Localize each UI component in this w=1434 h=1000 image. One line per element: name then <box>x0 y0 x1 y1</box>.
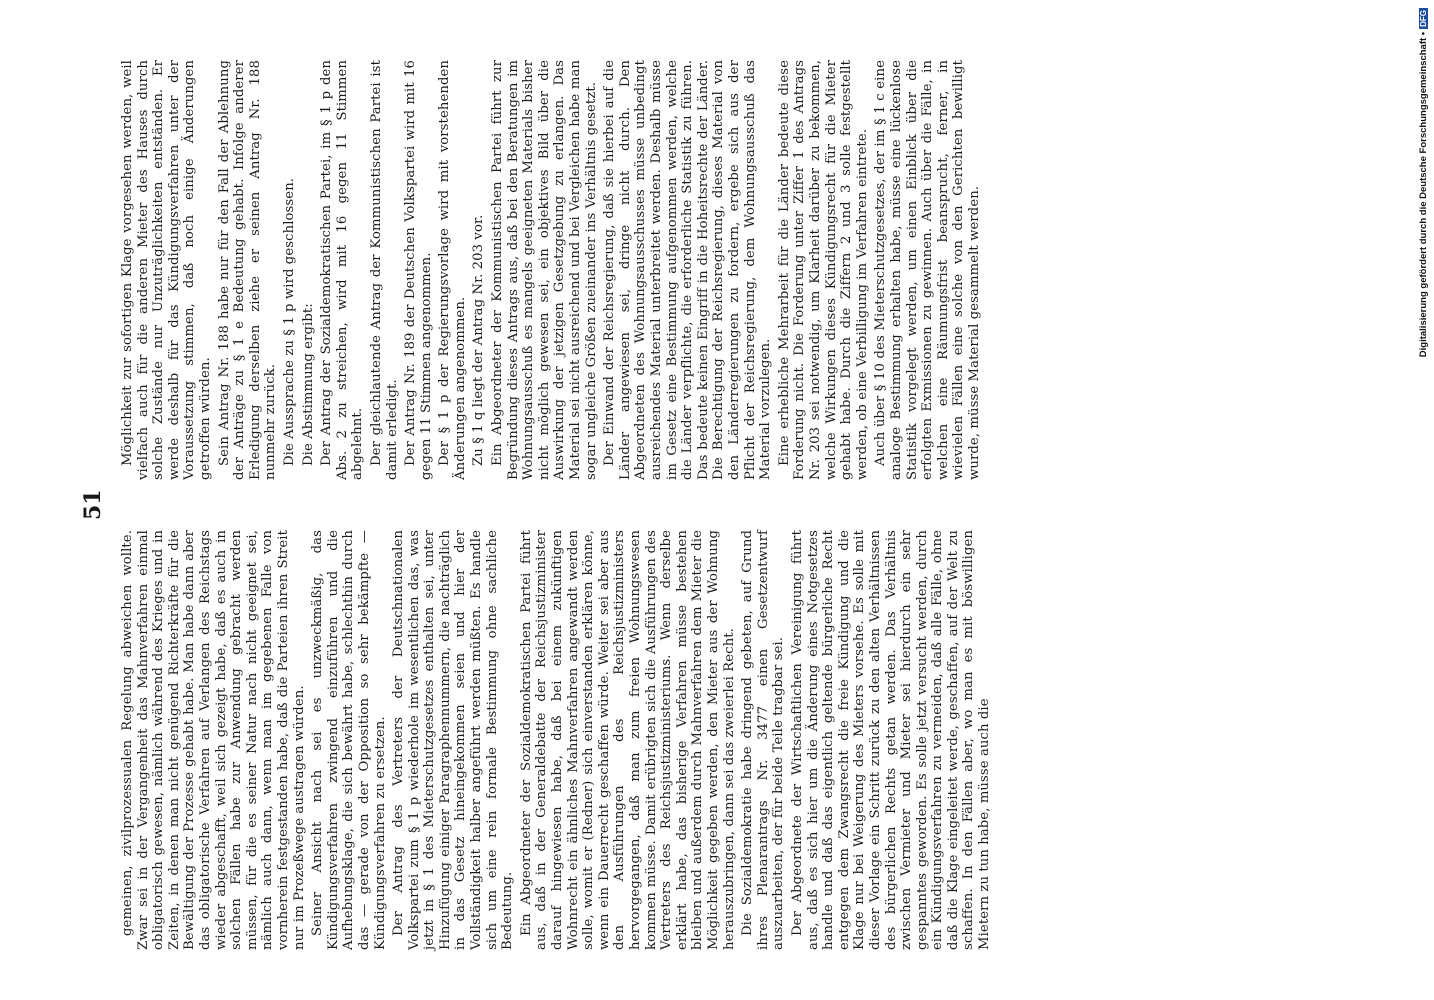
paragraph: Möglichkeit zur sofortigen Klage vorgesehen werden, weil vielfach auch für die anderen Mieter des Hauses durch solche Zustände nur Unzuträglichkeiten entständen. Er werde deshalb für das Kündigungsverfahren unter der Voraussetzung stimmen, daß noch einige Änderungen getroffen würden. <box>120 60 213 480</box>
right-column <box>120 60 985 480</box>
paragraph: Die Sozialdemokratie habe dringend gebeten, auf Grund ihres Plenarantrags Nr. 3477 einen Gesetzentwurf auszuarbeiten, der für beide Teile tragbar sei. <box>740 530 787 950</box>
paragraph: Der § 1 p der Regierungsvorlage wird mit vorstehenden Änderungen angenommen. <box>437 60 468 480</box>
paragraph: Der Antrag der Sozialdemokratischen Partei, im § 1 p den Abs. 2 zu streichen, wird mit 16 gegen 11 Stimmen abgelehnt. <box>319 60 366 480</box>
paragraph: Der Antrag des Vertreters der Deutschnationalen Volkspartei zum § 1 p wiederhole im wesentlichen das, was jetzt in § 1 des Mieterschutzgesetzes enthalten sei, unter Hinzufügung einiger Paragraphennummern, die nachträglich in das Gesetz hineingekommen seien und hier der Vollständigkeit halber angeführt werden müßten. Es handle sich um eine rein formale Bestimmung ohne sachliche Bedeutung. <box>391 530 516 950</box>
paragraph: Seiner Ansicht nach sei es unzweckmäßig, das Kündigungsverfahren zwingend einzuführen und die Aufhebungsklage, die sich bewährt habe, schlechthin durch das — gerade von der Opposition so sehr bekämpfte — Kündigungsverfahren zu ersetzen. <box>310 530 388 950</box>
paragraph: Der Einwand der Reichsregierung, daß sie hierbei auf die Länder angewiesen sei, dringe nicht durch. Den Abgeordneten des Wohnungsausschusses müsse unbedingt ausreichendes Material unterbreitet werden. Deshalb müsse im Gesetz eine Bestimmung aufgenommen werden, welche die Länder verpflichte, die erforderliche Statistik zu führen. Das bedeute keinen Eingriff in die Hoheitsrechte der Länder. Die Berechtigung der Reichsregierung, dieses Material von den Länderregierungen zu fordern, ergebe sich aus der Pflicht der Reichsregierung, dem Wohnungsausschuß das Material vorzulegen. <box>602 60 774 480</box>
dfg-attribution-text <box>1418 8 1432 428</box>
page-number: 51 <box>80 489 106 520</box>
paragraph: Der Abgeordnete der Wirtschaftlichen Vereinigung führt aus, daß es sich hier um die Änderung eines Notgesetzes handle und daß das eigentlich geltende bürgerliche Recht entgegen dem Zwangsrecht die freie Kündigung und die Klage nur bei Weigerung des Mieters vorsehe. Es solle mit dieser Vorlage ein Schritt zurück zu den alten Verhältnissen des bürgerlichen Rechts getan werden. Das Verhältnis zwischen Vermieter und Mieter sei hierdurch ein sehr gespanntes geworden. Es solle jetzt versucht werden, durch ein Kündigungsverfahren zu vermeiden, daß alle Fälle, ohne daß die Klage eingeleitet werde, geschaffen, auf der Welt zu schaffen. In den Fällen aber, wo man es mit böswilligen Mietern zu tun habe, müsse auch die <box>789 530 993 950</box>
paragraph: Ein Abgeordneter der Sozialdemokratischen Partei führt aus, daß in der Generaldebatte der Reichsjustizminister darauf hingewiesen habe, daß bei einem zukünftigen Wohnrecht ein ähnliches Mahnverfahren angewandt werden solle, womit er (Redner) sich einverstanden erklären könne, wenn ein Dauerrecht geschaffen würde. Weiter sei aber aus den Ausführungen des Reichsjustizministers hervorgegangen, daß man zum freien Wohnungswesen kommen müsse. Damit erübrigten sich die Ausführungen des Vertreters des Reichsjustizministeriums. Wenn derselbe erklärt habe, das bisherige Verfahren müsse bestehen bleiben und außerdem durch Mahnverfahren dem Mieter die Möglichkeit gegeben werden, den Mieter aus der Wohnung herauszubringen, dann sei das zweierlei Recht. <box>518 530 737 950</box>
paragraph: Der gleichlautende Antrag der Kommunistischen Partei ist damit erledigt. <box>368 60 400 480</box>
paragraph: Die Aussprache zu § 1 p wird geschlossen. <box>281 177 297 466</box>
paragraph: Zu § 1 q liegt der Antrag Nr. 203 vor. <box>471 214 487 466</box>
paragraph: Sein Antrag Nr. 188 habe nur für den Fall der Ablehnung der Anträge zu § 1 e Bedeutung gehabt. Infolge anderer Erledigung derselben ziehe er seinen Antrag Nr. 188 nunmehr zurück. <box>216 60 279 480</box>
paragraph: Die Abstimmung ergibt: <box>300 303 316 466</box>
paragraph: Ein Abgeordneter der Kommunistischen Partei führt zur Begründung dieses Antrags aus, daß bei den Beratungen im Wohnungsausschuß es mangels geeigneten Materials bisher nicht möglich gewesen sei, ein objektives Bild über die Auswirkung der jetzigen Gesetzgebung zu erlangen. Das Material sei nicht ausreichend und bei Vergleichen habe man sogar ungleiche Größen zueinander ins Verhältnis gesetzt. <box>490 60 599 480</box>
attribution-label: Digitalisierung gefördert durch die Deutsche Forschungsgemeinschaft • <box>1418 31 1429 358</box>
paragraph: Der Antrag Nr. 189 der Deutschen Volkspartei wird mit 16 gegen 11 Stimmen angenommen. <box>403 60 434 480</box>
dfg-logo: DFG <box>1419 10 1428 27</box>
paragraph: Auch über § 10 des Mieterschutzgesetzes, der im § 1 c eine analoge Bestimmung erhalten habe, müsse eine lückenlose Statistik vorgelegt werden, um einen Einblick über die erfolgten Exmissionen zu gewinnen. Auch über die Fälle, in welchen eine Räumungsfrist beansprucht, ferner, in wievielen Fällen eine solche von den Gerichten bewilligt wurde, müsse Material gesammelt werden. <box>873 60 982 480</box>
left-column <box>120 530 996 950</box>
paragraph: gemeinen, zivilprozessualen Regelung abweichen wollte. Zwar sei in der Vergangenheit das Mahnverfahren einmal obligatorisch gewesen, nämlich während des Krieges und in Zeiten, in denen man nicht genügend Richterkräfte für die Bewältigung der Prozesse gehabt habe. Man habe dann aber das obligatorische Verfahren auf Verlangen des Reichstags wieder abgeschafft, weil sich gezeigt habe, daß es auch in solchen Fällen habe zur Anwendung gebracht werden müssen, für die es seiner Natur nach nicht geeignet sei, nämlich auch dann, wenn man im gegebenen Falle von vornherein festgestanden habe, daß die Parteien ihren Streit nur im Prozeßwege austragen würden. <box>120 530 307 950</box>
rotated-page-content <box>80 30 1100 950</box>
paragraph: Eine erhebliche Mehrarbeit für die Länder bedeute diese Forderung nicht. Die Forderung unter Ziffer 1 des Antrags Nr. 203 sei notwendig, um Klarheit darüber zu bekommen, welche Wirkungen dieses Kündigungsrecht für die Mieter gehabt habe. Durch die Ziffern 2 und 3 solle festgestellt werden, ob eine Verbilligung im Verfahren eintrete. <box>776 60 870 480</box>
document-page <box>80 30 1100 950</box>
dfg-attribution <box>1418 8 1432 428</box>
